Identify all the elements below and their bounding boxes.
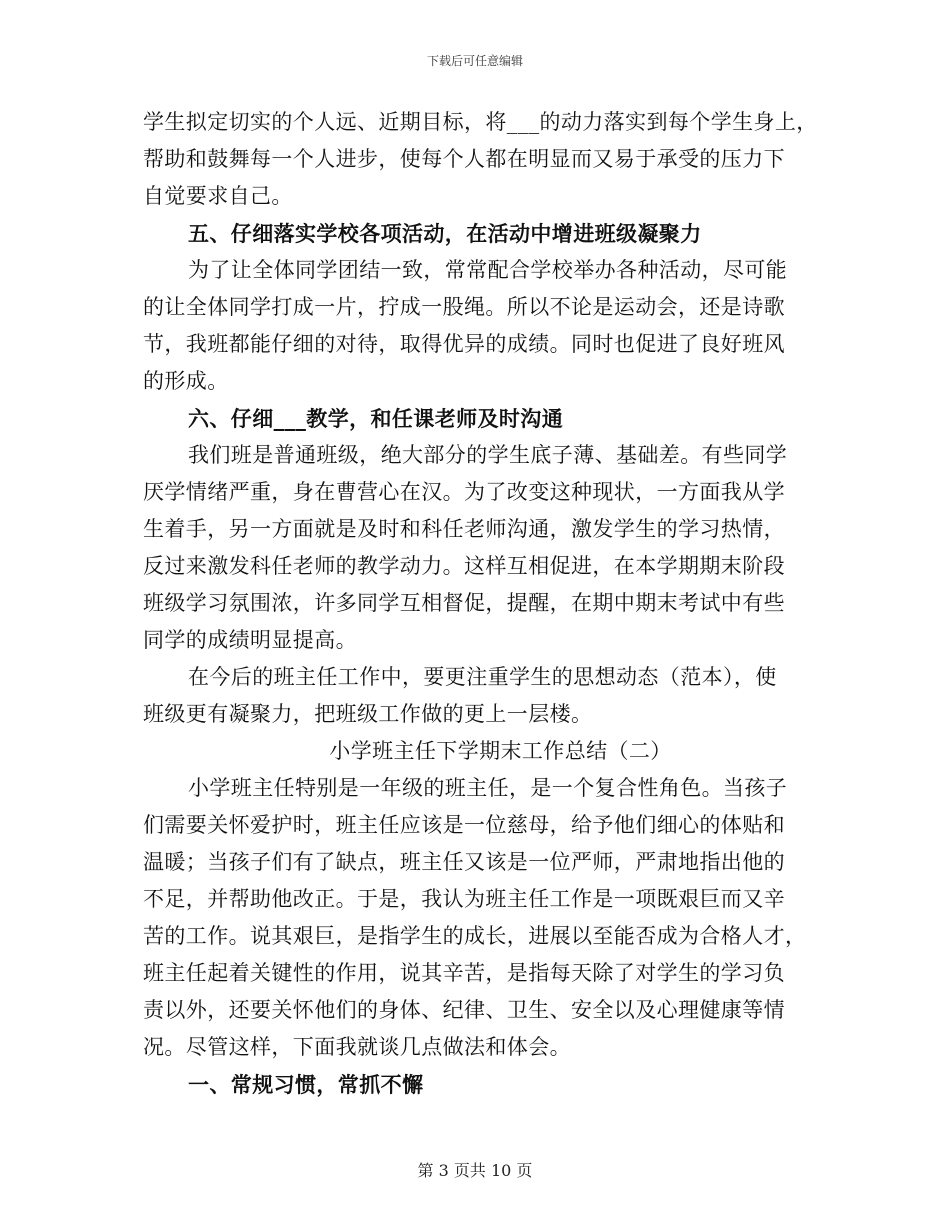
paragraph-line: 同学的成绩明显提高。	[143, 628, 357, 652]
paragraph-line: 学生拟定切实的个人远、近期目标，将___的动力落实到每个学生身上，	[143, 110, 818, 134]
paragraph-line: 在今后的班主任工作中，要更注重学生的思想动态（范本），使	[188, 665, 777, 689]
paragraph-line: 们需要关怀爱护时，班主任应该是一位慈母，给予他们细心的体贴和	[143, 813, 785, 837]
section-heading: 一、常规习惯，常抓不懈	[188, 1072, 424, 1097]
paragraph-line: 班级更有凝聚力，把班级工作做的更上一层楼。	[143, 702, 593, 726]
paragraph-line: 节，我班都能仔细的对待，取得优异的成绩。同时也促进了良好班风	[143, 332, 785, 356]
paragraph-line: 苦的工作。说其艰巨，是指学生的成长，进展以至能否成为合格人才，	[143, 924, 807, 948]
paragraph-line: 小学班主任特别是一年级的班主任，是一个复合性角色。当孩子	[188, 776, 788, 800]
paragraph-line: 不足，并帮助他改正。于是，我认为班主任工作是一项既艰巨而又辛	[143, 887, 785, 911]
paragraph-line: 班级学习氛围浓，许多同学互相督促，提醒，在期中期末考试中有些	[143, 591, 785, 615]
paragraph-line: 温暖；当孩子们有了缺点，班主任又该是一位严师，严肃地指出他的	[143, 850, 785, 874]
section-heading: 六、仔细___教学，和任课老师及时沟通	[188, 406, 564, 431]
paragraph-line: 为了让全体同学团结一致，常常配合学校举办各种活动，尽可能	[188, 258, 788, 282]
paragraph-line: 班主任起着关键性的作用，说其辛苦，是指每天除了对学生的学习负	[143, 961, 785, 985]
section-heading: 五、仔细落实学校各项活动，在活动中增进班级凝聚力	[188, 221, 702, 246]
page-footer: 第 3 页共 10 页	[417, 1161, 533, 1180]
paragraph-line: 的形成。	[143, 369, 229, 393]
page-header: 下载后可任意编辑	[426, 54, 523, 68]
paragraph-line: 责以外，还要关怀他们的身体、纪律、卫生、安全以及心理健康等情	[143, 998, 785, 1022]
paragraph-line: 生着手，另一方面就是及时和科任老师沟通，激发学生的学习热情，	[143, 517, 785, 541]
paragraph-line: 反过来激发科任老师的教学动力。这样互相促进，在本学期期末阶段	[143, 554, 785, 578]
paragraph-line: 厌学情绪严重，身在曹营心在汉。为了改变这种现状，一方面我从学	[143, 480, 785, 504]
document-title: 小学班主任下学期末工作总结（二）	[329, 739, 672, 763]
document-body	[143, 104, 818, 1103]
paragraph-line: 况。尽管这样，下面我就谈几点做法和体会。	[143, 1035, 571, 1059]
paragraph-line: 自觉要求自己。	[143, 184, 293, 208]
paragraph-line: 我们班是普通班级，绝大部分的学生底子薄、基础差。有些同学	[188, 443, 788, 467]
paragraph-line: 帮助和鼓舞每一个人进步，使每个人都在明显而又易于承受的压力下	[143, 147, 785, 171]
paragraph-line: 的让全体同学打成一片，拧成一股绳。所以不论是运动会，还是诗歌	[143, 295, 785, 319]
